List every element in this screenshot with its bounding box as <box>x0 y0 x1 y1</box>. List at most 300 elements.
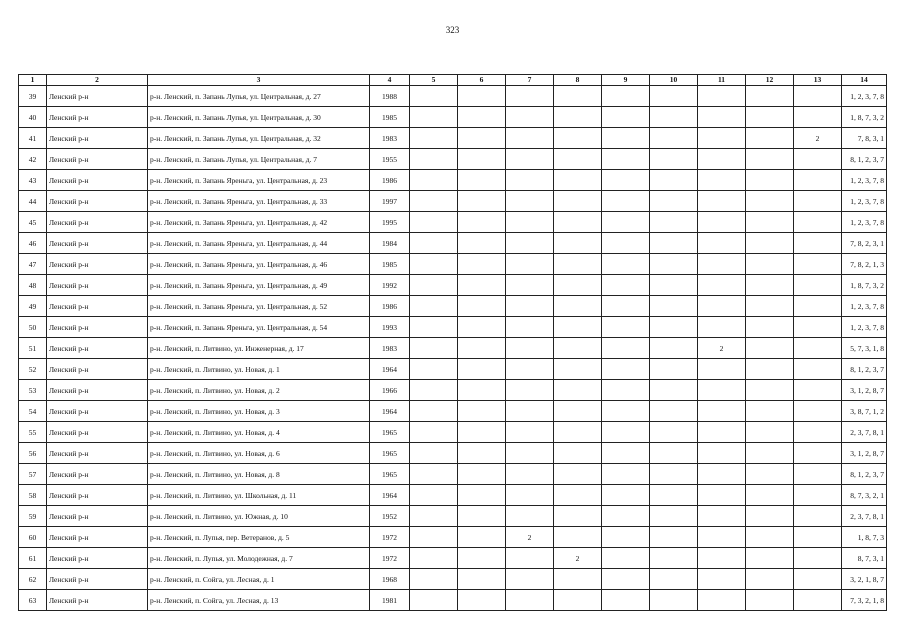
table-row <box>19 149 887 170</box>
cell-col-7 <box>506 548 554 569</box>
cell-district: Ленский р-н <box>47 275 148 296</box>
cell-col-8 <box>554 317 602 338</box>
cell-year: 1985 <box>370 254 410 275</box>
cell-district: Ленский р-н <box>47 149 148 170</box>
cell-col-11 <box>698 401 746 422</box>
cell-col-10 <box>650 443 698 464</box>
cell-col-7 <box>506 443 554 464</box>
cell-col-7: 2 <box>506 527 554 548</box>
cell-col-9 <box>602 149 650 170</box>
cell-col-12 <box>746 590 794 611</box>
cell-col-10 <box>650 296 698 317</box>
cell-col-10 <box>650 527 698 548</box>
cell-col-12 <box>746 86 794 107</box>
cell-col-6 <box>458 149 506 170</box>
cell-address: р-н. Ленский, п. Литвино, ул. Новая, д. 3 <box>148 401 370 422</box>
column-header-4: 4 <box>370 75 410 86</box>
table-row <box>19 296 887 317</box>
cell-col-9 <box>602 464 650 485</box>
cell-address: р-н. Ленский, п. Запань Яреньга, ул. Центральная, д. 46 <box>148 254 370 275</box>
cell-district: Ленский р-н <box>47 401 148 422</box>
cell-col-11 <box>698 170 746 191</box>
cell-col-12 <box>746 443 794 464</box>
cell-col-6 <box>458 275 506 296</box>
cell-col-9 <box>602 86 650 107</box>
cell-col-10 <box>650 401 698 422</box>
cell-col-6 <box>458 443 506 464</box>
cell-district: Ленский р-н <box>47 443 148 464</box>
cell-col-10 <box>650 422 698 443</box>
cell-col-10 <box>650 170 698 191</box>
cell-col-6 <box>458 464 506 485</box>
cell-col-12 <box>746 275 794 296</box>
cell-col-9 <box>602 527 650 548</box>
cell-col-8 <box>554 296 602 317</box>
cell-col-7 <box>506 401 554 422</box>
cell-col-8 <box>554 128 602 149</box>
cell-col-5 <box>410 422 458 443</box>
cell-row-number: 39 <box>19 86 47 107</box>
cell-codes: 8, 1, 2, 3, 7 <box>842 359 887 380</box>
cell-col-12 <box>746 128 794 149</box>
cell-district: Ленский р-н <box>47 590 148 611</box>
cell-codes: 1, 2, 3, 7, 8 <box>842 170 887 191</box>
cell-col-5 <box>410 338 458 359</box>
cell-col-6 <box>458 86 506 107</box>
cell-col-7 <box>506 275 554 296</box>
cell-col-6 <box>458 590 506 611</box>
cell-col-10 <box>650 191 698 212</box>
cell-col-13 <box>794 527 842 548</box>
cell-col-7 <box>506 590 554 611</box>
cell-address: р-н. Ленский, п. Запань Лупья, ул. Центральная, д. 30 <box>148 107 370 128</box>
cell-col-8 <box>554 338 602 359</box>
cell-col-8 <box>554 590 602 611</box>
cell-col-9 <box>602 485 650 506</box>
cell-row-number: 50 <box>19 317 47 338</box>
cell-col-5 <box>410 212 458 233</box>
table-row <box>19 191 887 212</box>
cell-district: Ленский р-н <box>47 191 148 212</box>
cell-year: 1981 <box>370 590 410 611</box>
cell-col-9 <box>602 128 650 149</box>
cell-col-10 <box>650 128 698 149</box>
cell-col-13 <box>794 233 842 254</box>
table-row <box>19 590 887 611</box>
cell-col-9 <box>602 233 650 254</box>
cell-col-5 <box>410 590 458 611</box>
cell-col-9 <box>602 107 650 128</box>
cell-col-10 <box>650 569 698 590</box>
cell-col-10 <box>650 254 698 275</box>
cell-col-6 <box>458 254 506 275</box>
cell-row-number: 41 <box>19 128 47 149</box>
cell-year: 1993 <box>370 317 410 338</box>
cell-district: Ленский р-н <box>47 464 148 485</box>
cell-col-11 <box>698 590 746 611</box>
cell-col-5 <box>410 170 458 191</box>
table-row <box>19 527 887 548</box>
cell-row-number: 60 <box>19 527 47 548</box>
cell-row-number: 55 <box>19 422 47 443</box>
column-header-10: 10 <box>650 75 698 86</box>
cell-district: Ленский р-н <box>47 128 148 149</box>
cell-col-8 <box>554 275 602 296</box>
cell-row-number: 52 <box>19 359 47 380</box>
cell-col-7 <box>506 506 554 527</box>
table-row <box>19 338 887 359</box>
cell-row-number: 47 <box>19 254 47 275</box>
cell-row-number: 58 <box>19 485 47 506</box>
cell-col-12 <box>746 380 794 401</box>
cell-year: 1997 <box>370 191 410 212</box>
cell-col-13 <box>794 317 842 338</box>
cell-col-8 <box>554 485 602 506</box>
column-header-3: 3 <box>148 75 370 86</box>
cell-year: 1964 <box>370 401 410 422</box>
cell-col-11 <box>698 464 746 485</box>
cell-col-5 <box>410 548 458 569</box>
housing-table <box>18 74 887 611</box>
cell-address: р-н. Ленский, п. Литвино, ул. Новая, д. 8 <box>148 464 370 485</box>
cell-col-11: 2 <box>698 338 746 359</box>
cell-col-5 <box>410 464 458 485</box>
cell-address: р-н. Ленский, п. Запань Яреньга, ул. Центральная, д. 44 <box>148 233 370 254</box>
cell-address: р-н. Ленский, п. Сойга, ул. Лесная, д. 1 <box>148 569 370 590</box>
cell-row-number: 42 <box>19 149 47 170</box>
cell-col-7 <box>506 233 554 254</box>
cell-col-8 <box>554 212 602 233</box>
cell-address: р-н. Ленский, п. Литвино, ул. Новая, д. 4 <box>148 422 370 443</box>
cell-year: 1972 <box>370 527 410 548</box>
cell-col-11 <box>698 380 746 401</box>
cell-col-13 <box>794 485 842 506</box>
cell-year: 1952 <box>370 506 410 527</box>
cell-col-11 <box>698 485 746 506</box>
cell-col-5 <box>410 107 458 128</box>
cell-col-7 <box>506 107 554 128</box>
cell-col-11 <box>698 86 746 107</box>
cell-col-11 <box>698 296 746 317</box>
cell-row-number: 40 <box>19 107 47 128</box>
cell-district: Ленский р-н <box>47 170 148 191</box>
cell-codes: 3, 2, 1, 8, 7 <box>842 569 887 590</box>
cell-codes: 1, 2, 3, 7, 8 <box>842 317 887 338</box>
column-header-1: 1 <box>19 75 47 86</box>
table-row <box>19 275 887 296</box>
cell-col-13 <box>794 380 842 401</box>
column-header-9: 9 <box>602 75 650 86</box>
cell-codes: 1, 2, 3, 7, 8 <box>842 191 887 212</box>
cell-codes: 8, 1, 2, 3, 7 <box>842 149 887 170</box>
cell-col-7 <box>506 191 554 212</box>
cell-district: Ленский р-н <box>47 233 148 254</box>
cell-row-number: 56 <box>19 443 47 464</box>
cell-col-6 <box>458 527 506 548</box>
cell-col-12 <box>746 254 794 275</box>
cell-col-12 <box>746 506 794 527</box>
table-row <box>19 107 887 128</box>
column-header-11: 11 <box>698 75 746 86</box>
cell-col-7 <box>506 380 554 401</box>
cell-col-7 <box>506 569 554 590</box>
column-header-2: 2 <box>47 75 148 86</box>
cell-col-8 <box>554 527 602 548</box>
cell-address: р-н. Ленский, п. Запань Яреньга, ул. Центральная, д. 42 <box>148 212 370 233</box>
cell-col-5 <box>410 254 458 275</box>
cell-col-7 <box>506 254 554 275</box>
cell-district: Ленский р-н <box>47 380 148 401</box>
cell-col-12 <box>746 401 794 422</box>
cell-col-13 <box>794 107 842 128</box>
cell-col-12 <box>746 338 794 359</box>
cell-col-6 <box>458 233 506 254</box>
table-row <box>19 233 887 254</box>
cell-codes: 8, 7, 3, 1 <box>842 548 887 569</box>
cell-col-5 <box>410 233 458 254</box>
cell-year: 1964 <box>370 485 410 506</box>
cell-row-number: 51 <box>19 338 47 359</box>
cell-col-6 <box>458 548 506 569</box>
cell-col-8: 2 <box>554 548 602 569</box>
cell-col-5 <box>410 485 458 506</box>
cell-col-12 <box>746 548 794 569</box>
cell-row-number: 45 <box>19 212 47 233</box>
page-number: 323 <box>445 25 460 35</box>
cell-col-10 <box>650 107 698 128</box>
cell-row-number: 48 <box>19 275 47 296</box>
cell-district: Ленский р-н <box>47 569 148 590</box>
cell-codes: 7, 8, 2, 1, 3 <box>842 254 887 275</box>
cell-col-5 <box>410 317 458 338</box>
cell-codes: 7, 8, 3, 1 <box>842 128 887 149</box>
cell-col-12 <box>746 149 794 170</box>
cell-col-10 <box>650 506 698 527</box>
cell-col-10 <box>650 485 698 506</box>
cell-col-6 <box>458 107 506 128</box>
cell-year: 1988 <box>370 86 410 107</box>
cell-col-12 <box>746 212 794 233</box>
cell-codes: 2, 3, 7, 8, 1 <box>842 506 887 527</box>
cell-year: 1965 <box>370 422 410 443</box>
cell-col-12 <box>746 170 794 191</box>
cell-col-5 <box>410 380 458 401</box>
cell-address: р-н. Ленский, п. Запань Лупья, ул. Центральная, д. 7 <box>148 149 370 170</box>
cell-col-10 <box>650 86 698 107</box>
cell-col-10 <box>650 590 698 611</box>
cell-address: р-н. Ленский, п. Сойга, ул. Лесная, д. 13 <box>148 590 370 611</box>
cell-district: Ленский р-н <box>47 86 148 107</box>
cell-col-6 <box>458 569 506 590</box>
table-row <box>19 170 887 191</box>
cell-col-5 <box>410 275 458 296</box>
cell-year: 1983 <box>370 338 410 359</box>
column-header-8: 8 <box>554 75 602 86</box>
cell-row-number: 54 <box>19 401 47 422</box>
cell-col-12 <box>746 107 794 128</box>
table-row <box>19 86 887 107</box>
cell-col-11 <box>698 527 746 548</box>
cell-district: Ленский р-н <box>47 485 148 506</box>
cell-col-13 <box>794 548 842 569</box>
cell-col-9 <box>602 443 650 464</box>
cell-address: р-н. Ленский, п. Литвино, ул. Южная, д. 10 <box>148 506 370 527</box>
table-row <box>19 548 887 569</box>
cell-col-12 <box>746 317 794 338</box>
cell-year: 1968 <box>370 569 410 590</box>
cell-col-5 <box>410 359 458 380</box>
cell-col-11 <box>698 212 746 233</box>
cell-codes: 2, 3, 7, 8, 1 <box>842 422 887 443</box>
cell-col-12 <box>746 359 794 380</box>
cell-col-12 <box>746 296 794 317</box>
cell-col-8 <box>554 86 602 107</box>
cell-col-11 <box>698 149 746 170</box>
table-row <box>19 464 887 485</box>
cell-col-11 <box>698 107 746 128</box>
table-row <box>19 443 887 464</box>
cell-col-11 <box>698 548 746 569</box>
cell-col-12 <box>746 485 794 506</box>
cell-col-8 <box>554 401 602 422</box>
table-row <box>19 569 887 590</box>
cell-address: р-н. Ленский, п. Литвино, ул. Новая, д. 1 <box>148 359 370 380</box>
cell-col-5 <box>410 86 458 107</box>
cell-col-9 <box>602 212 650 233</box>
cell-col-6 <box>458 338 506 359</box>
table-row <box>19 254 887 275</box>
cell-col-9 <box>602 506 650 527</box>
cell-address: р-н. Ленский, п. Запань Лупья, ул. Центральная, д. 32 <box>148 128 370 149</box>
cell-col-12 <box>746 422 794 443</box>
cell-col-7 <box>506 359 554 380</box>
cell-row-number: 53 <box>19 380 47 401</box>
cell-col-11 <box>698 275 746 296</box>
cell-row-number: 62 <box>19 569 47 590</box>
cell-codes: 1, 8, 7, 3, 2 <box>842 275 887 296</box>
cell-district: Ленский р-н <box>47 548 148 569</box>
cell-col-8 <box>554 191 602 212</box>
cell-col-6 <box>458 401 506 422</box>
cell-col-8 <box>554 422 602 443</box>
table-row <box>19 380 887 401</box>
cell-address: р-н. Ленский, п. Запань Яреньга, ул. Центральная, д. 23 <box>148 170 370 191</box>
cell-col-7 <box>506 296 554 317</box>
cell-address: р-н. Ленский, п. Запань Яреньга, ул. Центральная, д. 49 <box>148 275 370 296</box>
cell-address: р-н. Ленский, п. Литвино, ул. Инженерная, д. 17 <box>148 338 370 359</box>
cell-col-5 <box>410 569 458 590</box>
cell-col-5 <box>410 443 458 464</box>
cell-col-10 <box>650 275 698 296</box>
cell-col-10 <box>650 548 698 569</box>
cell-year: 1995 <box>370 212 410 233</box>
cell-col-5 <box>410 128 458 149</box>
table-row <box>19 128 887 149</box>
cell-col-9 <box>602 254 650 275</box>
cell-col-13 <box>794 212 842 233</box>
cell-year: 1965 <box>370 443 410 464</box>
cell-district: Ленский р-н <box>47 527 148 548</box>
cell-col-9 <box>602 422 650 443</box>
cell-address: р-н. Ленский, п. Запань Яреньга, ул. Центральная, д. 54 <box>148 317 370 338</box>
cell-col-6 <box>458 380 506 401</box>
cell-address: р-н. Ленский, п. Литвино, ул. Новая, д. 6 <box>148 443 370 464</box>
cell-col-9 <box>602 317 650 338</box>
cell-col-8 <box>554 506 602 527</box>
cell-col-7 <box>506 338 554 359</box>
cell-codes: 8, 1, 2, 3, 7 <box>842 464 887 485</box>
cell-col-9 <box>602 191 650 212</box>
column-header-7: 7 <box>506 75 554 86</box>
cell-col-6 <box>458 506 506 527</box>
cell-col-13 <box>794 275 842 296</box>
cell-row-number: 57 <box>19 464 47 485</box>
cell-col-12 <box>746 191 794 212</box>
cell-codes: 3, 8, 7, 1, 2 <box>842 401 887 422</box>
cell-col-5 <box>410 401 458 422</box>
cell-col-13 <box>794 296 842 317</box>
cell-col-6 <box>458 485 506 506</box>
cell-col-11 <box>698 422 746 443</box>
cell-year: 1986 <box>370 296 410 317</box>
cell-row-number: 46 <box>19 233 47 254</box>
table-row <box>19 401 887 422</box>
cell-col-11 <box>698 233 746 254</box>
cell-row-number: 49 <box>19 296 47 317</box>
cell-col-10 <box>650 380 698 401</box>
cell-year: 1966 <box>370 380 410 401</box>
table-header-row <box>19 75 887 86</box>
cell-col-7 <box>506 149 554 170</box>
table-row <box>19 212 887 233</box>
cell-col-5 <box>410 527 458 548</box>
cell-year: 1992 <box>370 275 410 296</box>
cell-col-10 <box>650 233 698 254</box>
cell-col-13 <box>794 359 842 380</box>
cell-col-7 <box>506 464 554 485</box>
cell-district: Ленский р-н <box>47 212 148 233</box>
cell-col-10 <box>650 149 698 170</box>
cell-col-11 <box>698 128 746 149</box>
cell-col-10 <box>650 212 698 233</box>
cell-row-number: 59 <box>19 506 47 527</box>
cell-col-13 <box>794 464 842 485</box>
cell-col-7 <box>506 212 554 233</box>
cell-col-6 <box>458 422 506 443</box>
table-row <box>19 359 887 380</box>
cell-district: Ленский р-н <box>47 317 148 338</box>
cell-col-13 <box>794 422 842 443</box>
cell-col-8 <box>554 380 602 401</box>
cell-col-8 <box>554 254 602 275</box>
cell-col-8 <box>554 569 602 590</box>
cell-col-13 <box>794 86 842 107</box>
cell-col-8 <box>554 464 602 485</box>
cell-col-5 <box>410 296 458 317</box>
cell-col-8 <box>554 170 602 191</box>
cell-codes: 3, 1, 2, 8, 7 <box>842 380 887 401</box>
column-header-6: 6 <box>458 75 506 86</box>
cell-codes: 8, 7, 3, 2, 1 <box>842 485 887 506</box>
cell-col-9 <box>602 359 650 380</box>
cell-year: 1955 <box>370 149 410 170</box>
cell-col-9 <box>602 401 650 422</box>
cell-col-11 <box>698 359 746 380</box>
cell-row-number: 44 <box>19 191 47 212</box>
cell-col-10 <box>650 317 698 338</box>
cell-col-11 <box>698 191 746 212</box>
cell-address: р-н. Ленский, п. Запань Яреньга, ул. Центральная, д. 33 <box>148 191 370 212</box>
